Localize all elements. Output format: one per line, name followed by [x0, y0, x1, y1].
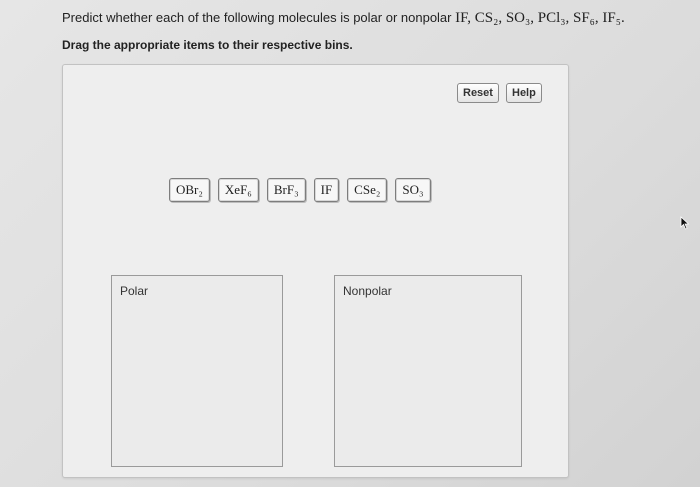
reset-button[interactable]: Reset	[457, 83, 499, 103]
drag-drop-panel	[62, 64, 569, 478]
polar-bin-label: Polar	[120, 284, 149, 298]
question-text	[62, 10, 682, 27]
help-button[interactable]: Help	[506, 83, 542, 103]
drag-item-so3[interactable]: SO₃	[395, 178, 430, 202]
mouse-pointer-icon	[680, 216, 690, 235]
question-formulas: IF, CS₂, SO₃, PCl₃, SF₆, IF₅.	[455, 10, 625, 26]
nonpolar-bin-label: Nonpolar	[343, 284, 392, 298]
instruction-text: Drag the appropriate items to their respective bins.	[62, 38, 353, 52]
question-prompt: Predict whether each of the following molecules is polar or nonpolar	[62, 10, 452, 25]
drag-item-if[interactable]: IF	[314, 178, 340, 202]
item-bank	[169, 178, 431, 202]
drag-item-xef6[interactable]: XeF₆	[218, 178, 259, 202]
drag-item-cse2[interactable]: CSe₂	[347, 178, 387, 202]
drag-item-brf3[interactable]: BrF₃	[267, 178, 306, 202]
nonpolar-bin[interactable]	[334, 275, 522, 467]
drag-item-obr2[interactable]: OBr₂	[169, 178, 210, 202]
polar-bin[interactable]	[111, 275, 283, 467]
